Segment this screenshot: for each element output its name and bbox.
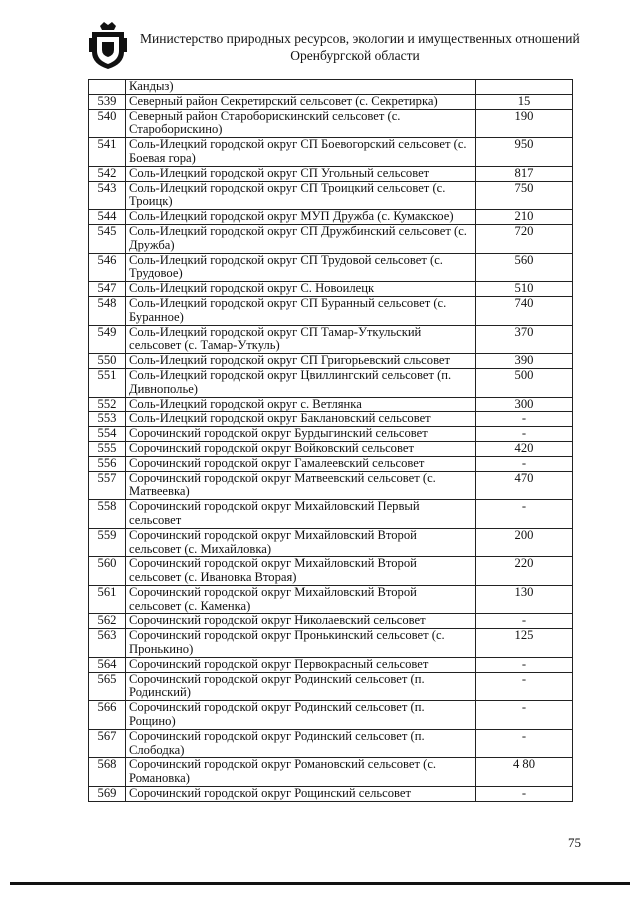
row-number: 540 — [89, 109, 126, 138]
row-value: - — [476, 657, 573, 672]
row-value — [476, 80, 573, 95]
row-number: 557 — [89, 471, 126, 500]
row-value: - — [476, 701, 573, 730]
row-number: 552 — [89, 397, 126, 412]
row-number: 546 — [89, 253, 126, 282]
row-name: Сорочинский городской округ Михайловский Второй сельсовет (с. Каменка) — [126, 585, 476, 614]
row-value: 4 80 — [476, 758, 573, 787]
row-value: 420 — [476, 441, 573, 456]
table-row — [89, 427, 573, 442]
table-row — [89, 758, 573, 787]
table-row — [89, 557, 573, 586]
table-row — [89, 528, 573, 557]
row-name: Сорочинский городской округ Михайловский Второй сельсовет (с. Михайловка) — [126, 528, 476, 557]
table-row-continuation — [89, 80, 573, 95]
table-row — [89, 629, 573, 658]
row-value: 390 — [476, 354, 573, 369]
row-name: Сорочинский городской округ Николаевский сельсовет — [126, 614, 476, 629]
row-name: Кандыз) — [126, 80, 476, 95]
row-value: - — [476, 614, 573, 629]
table-row — [89, 614, 573, 629]
row-number: 542 — [89, 166, 126, 181]
table-row — [89, 500, 573, 529]
row-name: Сорочинский городской округ Рощинский сельсовет — [126, 787, 476, 802]
row-value: 370 — [476, 325, 573, 354]
row-name: Сорочинский городской округ Родинский сельсовет (п. Родинский) — [126, 672, 476, 701]
row-name: Соль-Илецкий городской округ СП Боевогорский сельсовет (с. Боевая гора) — [126, 138, 476, 167]
row-value: - — [476, 500, 573, 529]
row-name: Сорочинский городской округ Гамалеевский сельсовет — [126, 456, 476, 471]
row-value: - — [476, 729, 573, 758]
row-value: 950 — [476, 138, 573, 167]
table-row — [89, 282, 573, 297]
row-value: 130 — [476, 585, 573, 614]
row-value: 300 — [476, 397, 573, 412]
row-value: 560 — [476, 253, 573, 282]
table-row — [89, 325, 573, 354]
row-value: 740 — [476, 296, 573, 325]
row-number — [89, 80, 126, 95]
row-name: Соль-Илецкий городской округ СП Угольный сельсовет — [126, 166, 476, 181]
table-row — [89, 729, 573, 758]
table-row — [89, 368, 573, 397]
row-value: 500 — [476, 368, 573, 397]
row-number: 550 — [89, 354, 126, 369]
row-name: Соль-Илецкий городской округ Цвиллингский сельсовет (п. Дивнополье) — [126, 368, 476, 397]
row-number: 539 — [89, 94, 126, 109]
table-row — [89, 471, 573, 500]
row-name: Северный район Секретирский сельсовет (с. Секретирка) — [126, 94, 476, 109]
row-name: Сорочинский городской округ Родинский сельсовет (п. Рощино) — [126, 701, 476, 730]
table-row — [89, 441, 573, 456]
row-number: 569 — [89, 787, 126, 802]
table-row — [89, 296, 573, 325]
table-row — [89, 585, 573, 614]
table-row — [89, 210, 573, 225]
row-name: Соль-Илецкий городской округ СП Троицкий сельсовет (с. Троицк) — [126, 181, 476, 210]
header-region-name: Оренбургской области — [290, 48, 420, 63]
row-number: 541 — [89, 138, 126, 167]
row-name: Соль-Илецкий городской округ СП Буранный сельсовет (с. Буранное) — [126, 296, 476, 325]
table-row — [89, 109, 573, 138]
row-number: 562 — [89, 614, 126, 629]
row-name: Сорочинский городской округ Войковский сельсовет — [126, 441, 476, 456]
row-value: 220 — [476, 557, 573, 586]
table-row — [89, 166, 573, 181]
table-row — [89, 657, 573, 672]
row-name: Соль-Илецкий городской округ МУП Дружба (с. Кумакское) — [126, 210, 476, 225]
table-row — [89, 354, 573, 369]
row-number: 565 — [89, 672, 126, 701]
row-value: 470 — [476, 471, 573, 500]
table-row — [89, 94, 573, 109]
row-value: 510 — [476, 282, 573, 297]
row-name: Соль-Илецкий городской округ СП Григорьевский сльсовет — [126, 354, 476, 369]
table-row — [89, 412, 573, 427]
row-number: 560 — [89, 557, 126, 586]
row-value: - — [476, 672, 573, 701]
row-value: 720 — [476, 224, 573, 253]
row-number: 554 — [89, 427, 126, 442]
row-value: 125 — [476, 629, 573, 658]
page-number: 75 — [568, 835, 581, 850]
coat-of-arms-icon — [88, 22, 128, 70]
row-number: 553 — [89, 412, 126, 427]
row-name: Соль-Илецкий городской округ СП Дружбинский сельсовет (с. Дружба) — [126, 224, 476, 253]
row-number: 547 — [89, 282, 126, 297]
row-name: Сорочинский городской округ Романовский сельсовет (с. Романовка) — [126, 758, 476, 787]
row-name: Сорочинский городской округ Михайловский Первый сельсовет — [126, 500, 476, 529]
row-number: 566 — [89, 701, 126, 730]
row-name: Соль-Илецкий городской округ СП Трудовой сельсовет (с. Трудовое) — [126, 253, 476, 282]
row-number: 549 — [89, 325, 126, 354]
table-row — [89, 787, 573, 802]
row-number: 564 — [89, 657, 126, 672]
row-number: 561 — [89, 585, 126, 614]
row-name: Соль-Илецкий городской округ С. Новоилецк — [126, 282, 476, 297]
row-value: - — [476, 456, 573, 471]
row-value: - — [476, 787, 573, 802]
row-number: 559 — [89, 528, 126, 557]
row-number: 556 — [89, 456, 126, 471]
row-number: 544 — [89, 210, 126, 225]
row-name: Северный район Староборискинский сельсовет (с. Староборискино) — [126, 109, 476, 138]
row-name: Сорочинский городской округ Первокрасный сельсовет — [126, 657, 476, 672]
row-value: 200 — [476, 528, 573, 557]
table-row — [89, 701, 573, 730]
row-value: 750 — [476, 181, 573, 210]
table-row — [89, 253, 573, 282]
footer-rule — [10, 882, 630, 885]
row-number: 568 — [89, 758, 126, 787]
row-number: 567 — [89, 729, 126, 758]
table-row — [89, 456, 573, 471]
table-row — [89, 397, 573, 412]
table-row — [89, 138, 573, 167]
row-number: 558 — [89, 500, 126, 529]
table-row — [89, 224, 573, 253]
row-number: 551 — [89, 368, 126, 397]
table-row — [89, 181, 573, 210]
row-name: Соль-Илецкий городской округ СП Тамар-Уткульский сельсовет (с. Тамар-Уткуль) — [126, 325, 476, 354]
row-value: 15 — [476, 94, 573, 109]
row-name: Сорочинский городской округ Матвеевский сельсовет (с. Матвеевка) — [126, 471, 476, 500]
table-row — [89, 672, 573, 701]
row-name: Сорочинский городской округ Пронькинский сельсовет (с. Пронькино) — [126, 629, 476, 658]
row-number: 555 — [89, 441, 126, 456]
row-name: Сорочинский городской округ Бурдыгинский сельсовет — [126, 427, 476, 442]
row-name: Соль-Илецкий городской округ Баклановский сельсовет — [126, 412, 476, 427]
row-value: 190 — [476, 109, 573, 138]
row-value: 817 — [476, 166, 573, 181]
row-name: Сорочинский городской округ Михайловский Второй сельсовет (с. Ивановка Вторая) — [126, 557, 476, 586]
row-number: 563 — [89, 629, 126, 658]
row-number: 543 — [89, 181, 126, 210]
settlements-table — [88, 79, 573, 802]
document-header — [140, 30, 580, 64]
row-value: - — [476, 427, 573, 442]
header-ministry-name: Министерство природных ресурсов, экологии и имущественных отношений — [140, 31, 580, 46]
row-name: Соль-Илецкий городской округ с. Ветлянка — [126, 397, 476, 412]
row-value: - — [476, 412, 573, 427]
row-number: 545 — [89, 224, 126, 253]
row-name: Сорочинский городской округ Родинский сельсовет (п. Слободка) — [126, 729, 476, 758]
row-number: 548 — [89, 296, 126, 325]
row-value: 210 — [476, 210, 573, 225]
